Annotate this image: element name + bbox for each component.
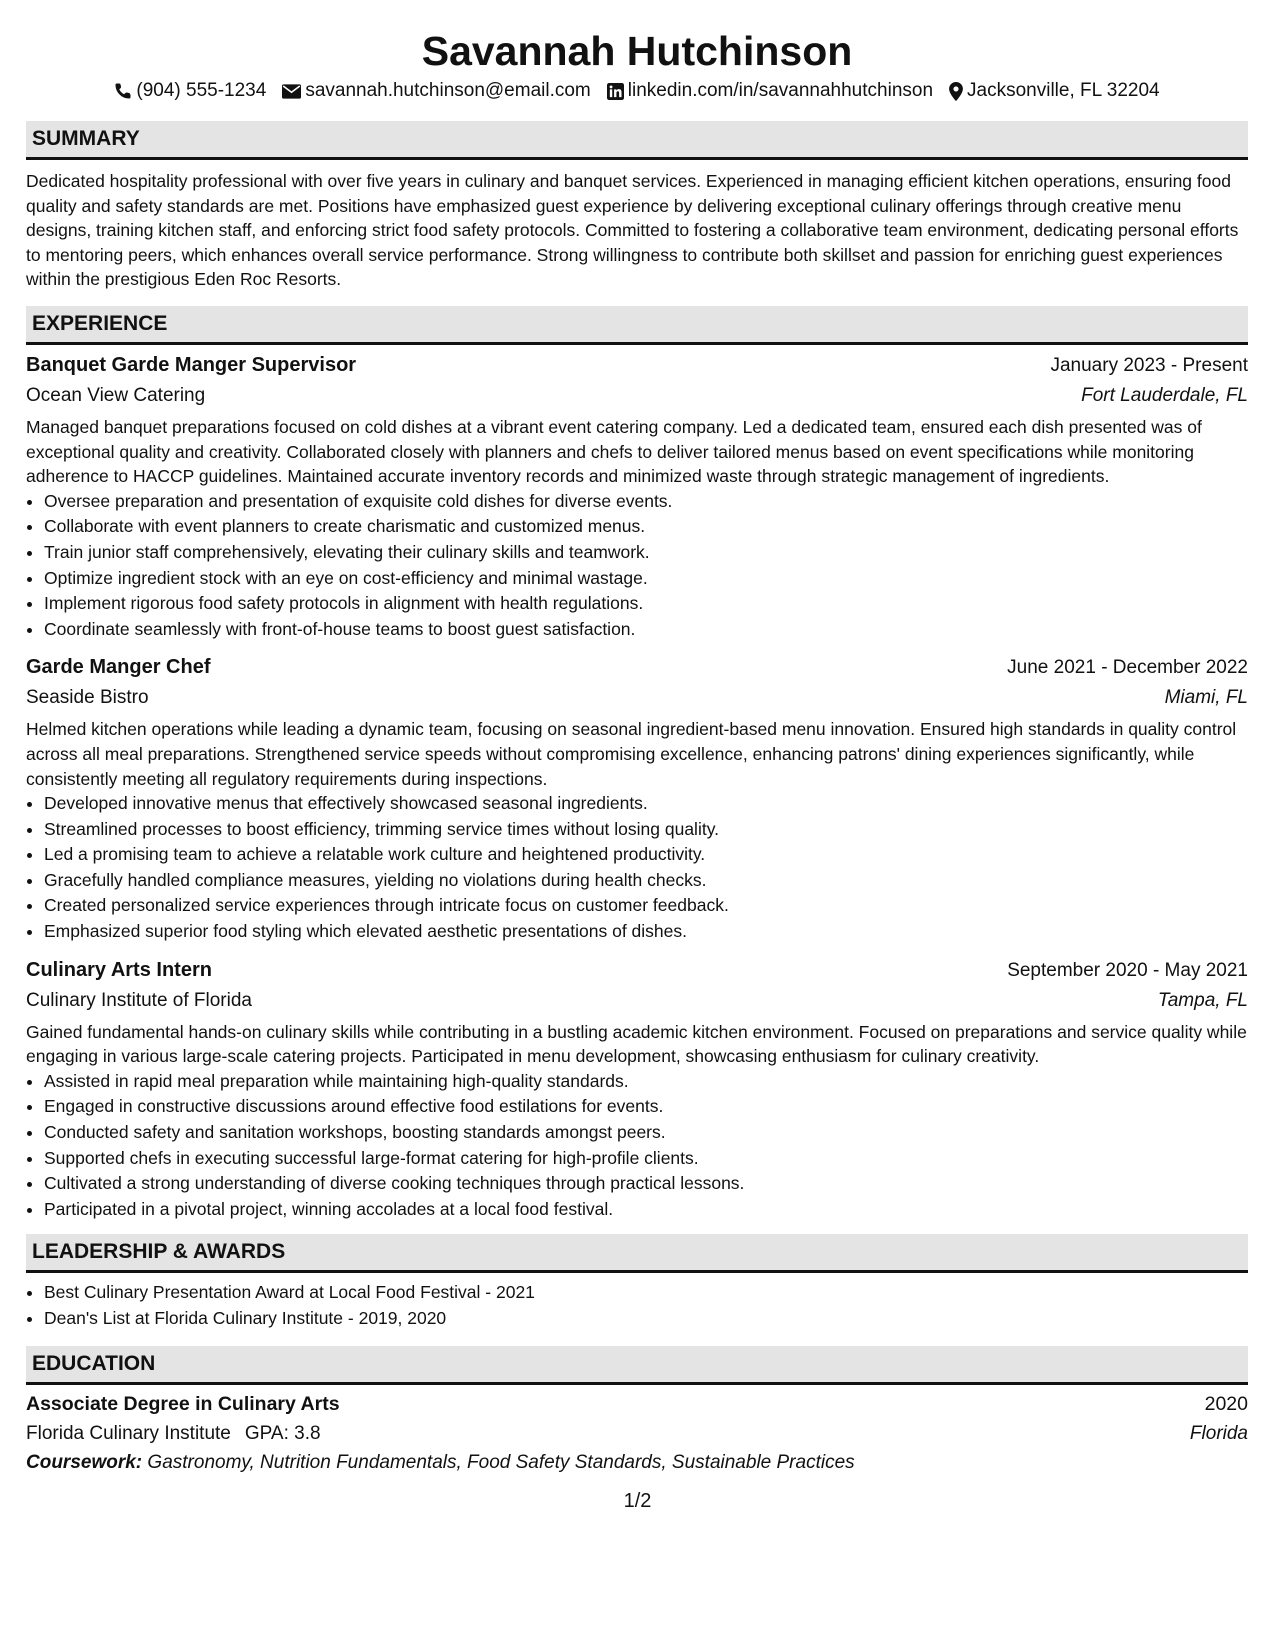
list-item: • Oversee preparation and presentation of exquisite cold dishes for diverse events.	[44, 489, 1248, 515]
job-title: Culinary Arts Intern	[26, 958, 212, 981]
summary-text: Dedicated hospitality professional with over five years in culinary and banquet services. Experienced in managing efficient kitchen operations, ensuring food quality and safety standards are met. Positions have emphasized guest experience by delivering exceptional culinary offerings through creative menu designs, training kitchen staff, and enforcing strict food safety protocols. Committed to fostering a collaborative team environment, dedicating personal efforts to mentoring peers, which enhances overall service performance. Strong willingness to contribute both skillset and passion for enriching guest experiences within the prestigious Eden Roc Resorts.	[26, 171, 1239, 290]
list-item: • Emphasized superior food styling which elevated aesthetic presentations of dishes.	[44, 919, 1248, 945]
list-item: • Created personalized service experiences through intricate focus on customer feedback.	[44, 893, 1248, 919]
job-dates: June 2021 - December 2022	[1007, 657, 1248, 679]
list-item: • Gracefully handled compliance measures, yielding no violations during health checks.	[44, 868, 1248, 894]
map-pin-icon	[949, 82, 963, 101]
job-dates: January 2023 - Present	[1050, 354, 1248, 376]
list-item: • Cultivated a strong understanding of diverse cooking techniques through practical lessons.	[44, 1171, 1248, 1197]
email-text[interactable]: savannah.hutchinson@email.com	[305, 80, 591, 101]
job-entry	[26, 652, 1248, 944]
list-item: • Collaborate with event planners to create charismatic and customized menus.	[44, 514, 1248, 540]
job-location: Miami, FL	[1164, 687, 1248, 709]
linkedin-text[interactable]: linkedin.com/in/savannahhutchinson	[627, 80, 934, 101]
coursework-list: Gastronomy, Nutrition Fundamentals, Food Safety Standards, Sustainable Practices	[147, 1451, 855, 1473]
list-item: • Coordinate seamlessly with front-of-house teams to boost guest satisfaction.	[44, 617, 1248, 643]
list-item: • Developed innovative menus that effectively showcased seasonal ingredients.	[44, 791, 1248, 817]
degree-title: Associate Degree in Culinary Arts	[26, 1392, 340, 1415]
contact-email[interactable]	[282, 79, 590, 103]
envelope-icon	[282, 84, 301, 99]
resume-page	[26, 0, 1248, 1478]
list-item: • Optimize ingredient stock with an eye on cost-efficiency and minimal wastage.	[44, 566, 1248, 592]
job-bullets	[26, 1069, 1248, 1223]
awards-list	[26, 1280, 1248, 1331]
job-title: Garde Manger Chef	[26, 656, 211, 679]
coursework	[26, 1448, 1248, 1478]
institution-name: Florida Culinary Institute	[26, 1422, 231, 1444]
job-company: Culinary Institute of Florida	[26, 989, 252, 1011]
job-description: Gained fundamental hands-on culinary skills while contributing in a bustling academic kitchen environment. Focused on preparations and service quality while engaging in various large-scale catering projects. Participated in menu development, showcasing enthusiasm for culinary creativity.	[26, 1021, 1247, 1067]
list-item: • Engaged in constructive discussions around effective food estilations for events.	[44, 1094, 1248, 1120]
list-item: • Supported chefs in executing successful large-format catering for high-profile clients.	[44, 1146, 1248, 1172]
job-location: Tampa, FL	[1157, 989, 1248, 1011]
contact-bar	[26, 79, 1248, 103]
list-item: • Streamlined processes to boost efficiency, trimming service times without losing quality.	[44, 817, 1248, 843]
job-entry	[26, 350, 1248, 642]
list-item: • Assisted in rapid meal preparation while maintaining high-quality standards.	[44, 1069, 1248, 1095]
page-number: 1/2	[623, 1490, 652, 1512]
job-bullets	[26, 791, 1248, 945]
job-description: Helmed kitchen operations while leading a dynamic team, focusing on seasonal ingredient-based menu innovation. Ensured high standards in quality control across all meal preparations. Strengthened service speeds without compromising excellence, enhancing patrons' dining experiences significantly, while consistently meeting all regulatory requirements during inspections.	[26, 719, 1237, 789]
list-item: • Conducted safety and sanitation workshops, boosting standards amongst peers.	[44, 1120, 1248, 1146]
candidate-name: Savannah Hutchinson	[421, 28, 853, 74]
education-location: Florida	[1189, 1422, 1248, 1444]
awards-heading: LEADERSHIP & AWARDS	[26, 1234, 1248, 1273]
job-bullets	[26, 489, 1248, 643]
job-location: Fort Lauderdale, FL	[1081, 384, 1248, 406]
list-item: • Train junior staff comprehensively, elevating their culinary skills and teamwork.	[44, 540, 1248, 566]
linkedin-icon	[607, 83, 624, 100]
phone-icon	[114, 82, 132, 100]
phone-text: (904) 555-1234	[136, 80, 267, 101]
job-description: Managed banquet preparations focused on cold dishes at a vibrant event catering company. Led a dedicated team, ensured each dish presented was of exceptional quality and creativity. Collaborated closely with planners and chefs to deliver tailored menus based on event specifications while monitoring adherence to HACCP guidelines. Maintained accurate inventory records and minimized waste through strategic management of ingredients.	[26, 416, 1202, 487]
job-title: Banquet Garde Manger Supervisor	[26, 353, 357, 376]
job-company: Seaside Bistro	[26, 687, 149, 709]
job-dates: September 2020 - May 2021	[1007, 959, 1248, 981]
coursework-label: Coursework:	[26, 1451, 143, 1473]
contact-location	[949, 79, 1160, 103]
education-entry	[26, 1389, 1248, 1478]
list-item: • Implement rigorous food safety protocols in alignment with health regulations.	[44, 591, 1248, 617]
list-item: • Dean's List at Florida Culinary Institute - 2019, 2020	[44, 1306, 1248, 1332]
location-text: Jacksonville, FL 32204	[967, 80, 1160, 101]
contact-phone	[114, 79, 266, 103]
job-entry	[26, 955, 1248, 1223]
gpa: GPA: 3.8	[244, 1422, 321, 1444]
list-item: • Led a promising team to achieve a relatable work culture and heightened productivity.	[44, 842, 1248, 868]
education-heading: EDUCATION	[26, 1346, 1248, 1385]
contact-linkedin[interactable]	[607, 79, 933, 103]
degree-year: 2020	[1204, 1392, 1248, 1415]
experience-heading: EXPERIENCE	[26, 306, 1248, 345]
summary-heading: SUMMARY	[26, 121, 1248, 160]
list-item: • Participated in a pivotal project, winning accolades at a local food festival.	[44, 1197, 1248, 1223]
list-item: • Best Culinary Presentation Award at Local Food Festival - 2021	[44, 1280, 1248, 1306]
job-company: Ocean View Catering	[26, 384, 206, 406]
